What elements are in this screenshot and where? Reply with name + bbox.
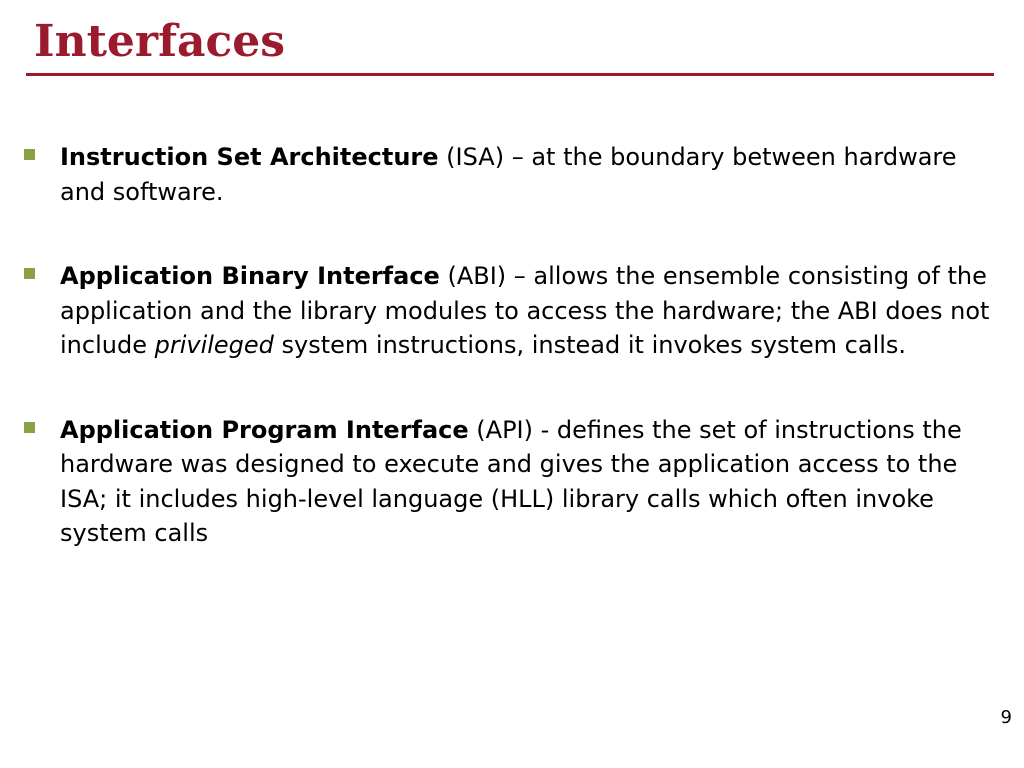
bullet-api [20,413,1005,551]
bullet-text: (API) - defines the set of instructions the hardware was designed to execute and gives the application access to the ISA; it includes high-level language (HLL) library calls which often invoke system calls [60,415,962,547]
bullet-term: Instruction Set Architecture [60,143,439,171]
page-number: 9 [1000,707,1012,728]
bullet-text: (ABI) – allows the ensemble consisting of the application and the library modules to access the hardware; the ABI does not include [60,262,990,359]
bullet-isa [20,140,1005,209]
square-bullet-icon [24,422,35,433]
bullet-abi [20,259,1005,363]
bullet-term: Application Binary Interface [60,262,440,290]
bullet-list [20,140,1005,601]
square-bullet-icon [24,268,35,279]
bullet-emphasis: privileged [154,331,274,359]
bullet-text-continued: system instructions, instead it invokes system calls. [273,331,907,359]
slide-title: Interfaces [34,16,286,67]
bullet-text: (ISA) – at the boundary between hardware and software. [60,143,957,206]
title-divider [26,73,994,76]
square-bullet-icon [24,149,35,160]
bullet-term: Application Program Interface [60,415,469,444]
